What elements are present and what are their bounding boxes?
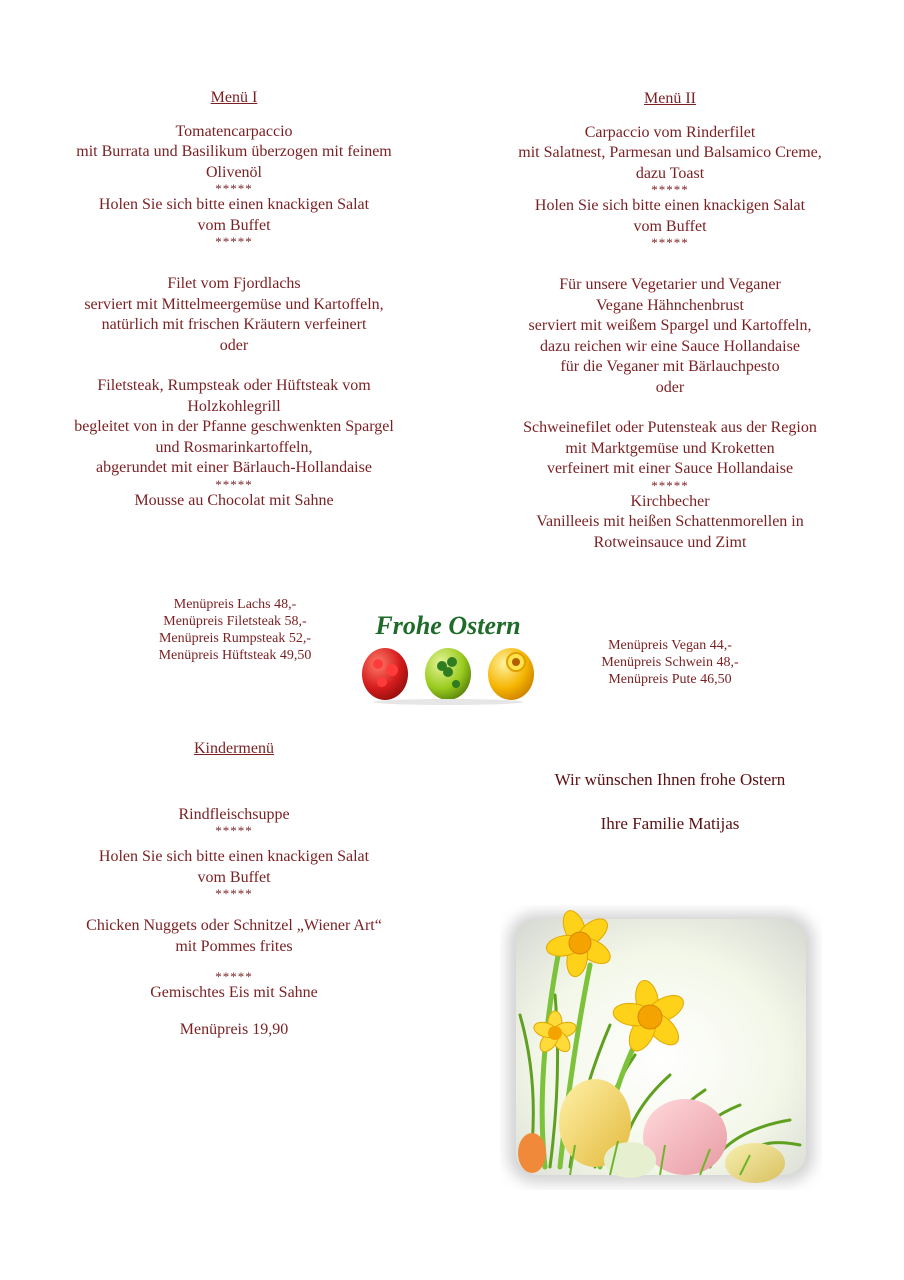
menu-1-main-1: natürlich mit frischen Kräutern verfeinert — [101, 316, 367, 333]
easter-egg-icon — [604, 1142, 656, 1178]
menu-2-dessert: Kirchbecher — [630, 492, 710, 510]
menu-2-main-1: serviert mit weißem Spargel und Kartoffeln, — [528, 317, 812, 334]
menu-1-salad: vom Buffet — [197, 216, 271, 234]
menu-1-main-2: und Rosmarinkartoffeln, — [155, 438, 313, 456]
menu-1-salad: Holen Sie sich bitte einen knackigen Salat — [98, 196, 370, 213]
menu-1-starter-desc: Olivenöl — [206, 163, 262, 181]
menu-1-main-2: begleitet von in der Pfanne geschwenkten Spargel — [74, 418, 394, 435]
easter-egg-icon — [518, 1133, 546, 1173]
menu-1-prices — [120, 596, 350, 664]
greeting-signature: Ihre Familie Matijas — [600, 814, 740, 833]
price-line: Menüpreis Rumpsteak 52,- — [158, 631, 312, 646]
menu-1-starter-desc: mit Burrata und Basilikum überzogen mit feinem — [76, 143, 392, 160]
menu-1-main-2: Filetsteak, Rumpsteak oder Hüftsteak vom — [97, 377, 371, 394]
frohe-ostern-logo — [356, 604, 540, 706]
menu-2-main-1: Vegane Hähnchenbrust — [596, 296, 744, 314]
separator-stars: ***** — [651, 182, 689, 197]
menu-2-or: oder — [655, 378, 685, 396]
separator-stars: ***** — [215, 886, 253, 901]
separator-stars: ***** — [215, 823, 253, 838]
menu-1-dessert: Mousse au Chocolat mit Sahne — [134, 491, 334, 509]
menu-2-dessert: Vanilleeis mit heißen Schattenmorellen in — [536, 513, 804, 530]
kids-salad: vom Buffet — [197, 868, 271, 886]
price-line: Menüpreis Vegan 44,- — [608, 638, 732, 653]
menu-2-salad: vom Buffet — [633, 217, 707, 235]
menu-1-title: Menü I — [210, 89, 258, 106]
menu-1-main-2: abgerundet mit einer Bärlauch-Hollandaise — [96, 459, 372, 476]
easter-egg-icon — [725, 1143, 785, 1183]
menu-2-main-1: Für unsere Vegetarier und Veganer — [559, 276, 781, 293]
menu-1-main-2: Holzkohlegrill — [187, 397, 281, 415]
separator-stars: ***** — [215, 234, 253, 249]
menu-2-title: Menü II — [644, 90, 696, 107]
kids-salad: Holen Sie sich bitte einen knackigen Salat — [98, 848, 370, 865]
separator-stars: ***** — [651, 477, 689, 493]
kids-dessert: Gemischtes Eis mit Sahne — [150, 984, 318, 1001]
menu-1-starter-name: Tomatencarpaccio — [175, 122, 293, 140]
menu-1-column — [34, 88, 434, 511]
menu-2-main-1: dazu reichen wir eine Sauce Hollandaise — [540, 337, 800, 355]
price-line: Menüpreis Schwein 48,- — [601, 655, 739, 670]
menu-2-prices — [560, 637, 780, 688]
easter-daffodils-image — [500, 905, 822, 1190]
menu-2-main-2: Schweinefilet oder Putensteak aus der Region — [523, 419, 817, 436]
kids-menu-title: Kindermenü — [194, 740, 274, 757]
kids-soup: Rindfleischsuppe — [178, 805, 290, 823]
menu-1-main-1: Filet vom Fjordlachs — [167, 275, 301, 292]
kids-main: Chicken Nuggets oder Schnitzel „Wiener Art“ — [86, 917, 382, 934]
price-line: Menüpreis Lachs 48,- — [173, 597, 297, 612]
kids-price: Menüpreis 19,90 — [179, 1020, 289, 1038]
price-line: Menüpreis Hüftsteak 49,50 — [158, 648, 312, 663]
separator-stars: ***** — [651, 235, 689, 250]
menu-2-column — [470, 89, 870, 553]
separator-stars: ***** — [215, 969, 253, 984]
price-line: Menüpreis Pute 46,50 — [608, 672, 732, 687]
separator-stars: ***** — [215, 181, 253, 196]
easter-egg-icon — [643, 1099, 727, 1175]
menu-2-starter-desc: dazu Toast — [635, 164, 705, 182]
menu-2-starter-desc: mit Salatnest, Parmesan und Balsamico Creme, — [518, 144, 822, 161]
price-line: Menüpreis Filetsteak 58,- — [163, 614, 307, 629]
menu-2-main-1: für die Veganer mit Bärlauchpesto — [560, 358, 780, 375]
kids-main: mit Pommes frites — [175, 937, 293, 955]
kids-menu-column — [34, 739, 434, 1040]
menu-2-starter-name: Carpaccio vom Rinderfilet — [584, 123, 756, 141]
menu-2-main-2: mit Marktgemüse und Kroketten — [565, 439, 775, 457]
red-egg-icon — [362, 648, 408, 700]
menu-2-dessert: Rotweinsauce und Zimt — [593, 533, 747, 551]
greeting-line: Wir wünschen Ihnen frohe Ostern — [554, 770, 786, 789]
menu-1-main-1: serviert mit Mittelmeergemüse und Kartoffeln, — [84, 295, 384, 313]
menu-1-or: oder — [219, 336, 249, 354]
greeting — [470, 770, 870, 834]
menu-2-main-2: verfeinert mit einer Sauce Hollandaise — [546, 460, 794, 477]
separator-stars: ***** — [215, 476, 253, 492]
logo-text: Frohe Ostern — [375, 611, 521, 640]
menu-2-salad: Holen Sie sich bitte einen knackigen Salat — [534, 197, 806, 214]
